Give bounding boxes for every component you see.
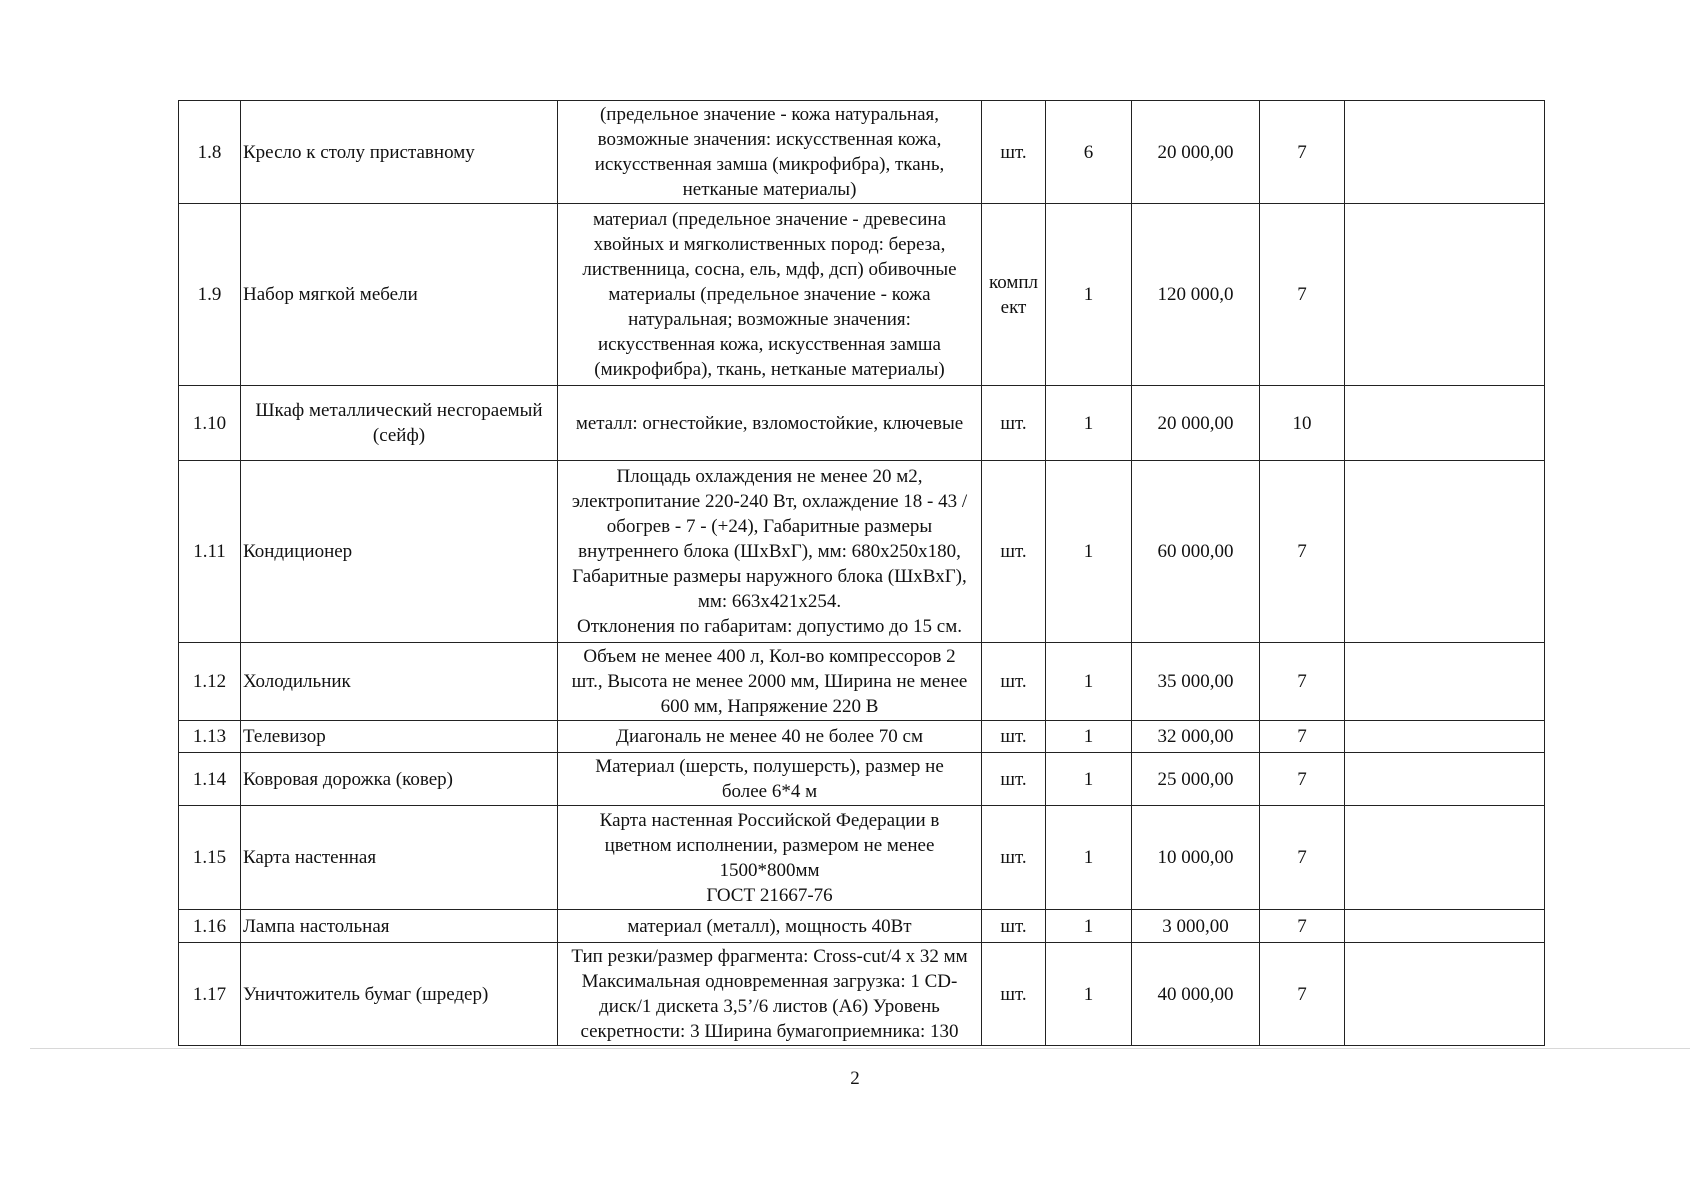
service-life-years: 7 xyxy=(1260,204,1345,386)
text-line: Отклонения по габаритам: допустимо до 15 см. xyxy=(577,616,962,637)
table-row xyxy=(179,721,1545,753)
text-line: Тип резки/размер фрагмента: Cross-cut/4 x 32 мм xyxy=(571,946,968,967)
text-line: материалы (предельное значение - кожа xyxy=(608,284,931,305)
row-number: 1.15 xyxy=(179,806,241,910)
quantity: 1 xyxy=(1046,753,1132,806)
service-life-years: 7 xyxy=(1260,806,1345,910)
service-life-years: 7 xyxy=(1260,643,1345,721)
row-number: 1.13 xyxy=(179,721,241,753)
furniture-equipment-table xyxy=(178,100,1545,1046)
text-line: шт. xyxy=(1000,847,1027,868)
note-cell xyxy=(1345,910,1545,943)
text-line: (предельное значение - кожа натуральная, xyxy=(599,104,940,125)
unit-price: 35 000,00 xyxy=(1132,643,1260,721)
row-number: 1.12 xyxy=(179,643,241,721)
text-line: искусственная замша (микрофибра), ткань, xyxy=(594,154,945,175)
note-cell xyxy=(1345,101,1545,204)
text-line: Максимальная одновременная загрузка: 1 CD- xyxy=(581,971,958,992)
table-row xyxy=(179,753,1545,806)
text-line: Диагональ не менее 40 не более 70 см xyxy=(616,726,923,747)
note-cell xyxy=(1345,204,1545,386)
item-specification xyxy=(558,721,982,753)
text-line: шт., Высота не менее 2000 мм, Ширина не менее xyxy=(571,671,968,692)
text-line: секретности: 3 Ширина бумагоприемника: 130 xyxy=(580,1021,959,1042)
service-life-years: 7 xyxy=(1260,753,1345,806)
text-line: шт. xyxy=(1000,671,1027,692)
unit-price: 20 000,00 xyxy=(1132,386,1260,461)
text-line: нетканые материалы) xyxy=(682,179,857,200)
text-line: (микрофибра), ткань, нетканые материалы) xyxy=(594,359,945,380)
table-row xyxy=(179,806,1545,910)
row-number: 1.10 xyxy=(179,386,241,461)
item-name: Карта настенная xyxy=(241,806,558,910)
item-specification xyxy=(558,101,982,204)
table-row xyxy=(179,910,1545,943)
unit-price: 120 000,0 xyxy=(1132,204,1260,386)
table-row xyxy=(179,943,1545,1046)
text-line: искусственная кожа, искусственная замша xyxy=(598,334,941,355)
unit-of-measure xyxy=(982,753,1046,806)
text-line: лиственница, сосна, ель, мдф, дсп) обивочные xyxy=(582,259,957,280)
item-specification xyxy=(558,910,982,943)
text-line: обогрев - 7 - (+24), Габаритные размеры xyxy=(606,516,933,537)
unit-of-measure xyxy=(982,386,1046,461)
note-cell xyxy=(1345,721,1545,753)
text-line: Материал (шерсть, полушерсть), размер не xyxy=(595,756,944,777)
table-row xyxy=(179,386,1545,461)
row-number: 1.16 xyxy=(179,910,241,943)
note-cell xyxy=(1345,643,1545,721)
unit-of-measure xyxy=(982,806,1046,910)
unit-price: 60 000,00 xyxy=(1132,461,1260,643)
note-cell xyxy=(1345,753,1545,806)
unit-of-measure xyxy=(982,101,1046,204)
item-name: Шкаф металлический несгораемый (сейф) xyxy=(241,386,558,461)
unit-price: 40 000,00 xyxy=(1132,943,1260,1046)
note-cell xyxy=(1345,386,1545,461)
row-number: 1.17 xyxy=(179,943,241,1046)
service-life-years: 7 xyxy=(1260,721,1345,753)
note-cell xyxy=(1345,806,1545,910)
unit-price: 20 000,00 xyxy=(1132,101,1260,204)
text-line: Площадь охлаждения не менее 20 м2, xyxy=(616,466,923,487)
item-name: Ковровая дорожка (ковер) xyxy=(241,753,558,806)
text-line: шт. xyxy=(1000,141,1027,163)
text-line: цветном исполнении, размером не менее xyxy=(604,834,935,856)
item-specification xyxy=(558,806,982,910)
text-line: шт. xyxy=(1000,983,1027,1005)
text-line: шт. xyxy=(1000,541,1027,562)
item-specification xyxy=(558,753,982,806)
text-line: компл xyxy=(988,271,1039,293)
document-page xyxy=(178,100,1545,1046)
note-cell xyxy=(1345,461,1545,643)
text-line: металл: огнестойкие, взломостойкие, ключевые xyxy=(575,412,964,434)
table-row xyxy=(179,461,1545,643)
text-line: более 6*4 м xyxy=(721,781,818,802)
item-name: Холодильник xyxy=(241,643,558,721)
text-line: шт. xyxy=(1000,768,1027,790)
quantity: 1 xyxy=(1046,806,1132,910)
text-line: натуральная; возможные значения: xyxy=(628,309,911,330)
row-number: 1.9 xyxy=(179,204,241,386)
item-name: Телевизор xyxy=(241,721,558,753)
unit-of-measure xyxy=(982,721,1046,753)
item-specification xyxy=(558,386,982,461)
text-line: мм: 663х421х254. xyxy=(697,591,842,612)
unit-price: 25 000,00 xyxy=(1132,753,1260,806)
quantity: 1 xyxy=(1046,386,1132,461)
unit-of-measure xyxy=(982,204,1046,386)
unit-of-measure xyxy=(982,461,1046,643)
unit-price: 10 000,00 xyxy=(1132,806,1260,910)
table-row xyxy=(179,101,1545,204)
text-line: Объем не менее 400 л, Кол-во компрессоров 2 xyxy=(583,646,956,667)
text-line: возможные значения: искусственная кожа, xyxy=(597,129,942,150)
row-number: 1.14 xyxy=(179,753,241,806)
text-line: Карта настенная Российской Федерации в xyxy=(599,809,940,831)
text-line: материал (металл), мощность 40Вт xyxy=(627,915,912,937)
text-line: шт. xyxy=(1000,726,1027,747)
unit-price: 3 000,00 xyxy=(1132,910,1260,943)
service-life-years: 7 xyxy=(1260,910,1345,943)
row-number: 1.11 xyxy=(179,461,241,643)
text-line: материал (предельное значение - древесина xyxy=(592,209,947,230)
unit-of-measure xyxy=(982,643,1046,721)
text-line: хвойных и мягколиственных пород: береза, xyxy=(593,234,946,255)
service-life-years: 7 xyxy=(1260,943,1345,1046)
row-number: 1.8 xyxy=(179,101,241,204)
quantity: 1 xyxy=(1046,204,1132,386)
unit-of-measure xyxy=(982,910,1046,943)
quantity: 1 xyxy=(1046,910,1132,943)
table-row xyxy=(179,643,1545,721)
item-name: Лампа настольная xyxy=(241,910,558,943)
quantity: 1 xyxy=(1046,721,1132,753)
note-cell xyxy=(1345,943,1545,1046)
text-line: ГОСТ 21667-76 xyxy=(706,884,833,906)
item-name: Уничтожитель бумаг (шредер) xyxy=(241,943,558,1046)
text-line: 1500*800мм xyxy=(719,859,820,881)
text-line: электропитание 220-240 Вт, охлаждение 18 - 43 / xyxy=(571,491,968,512)
item-name: Кондиционер xyxy=(241,461,558,643)
text-line: Габаритные размеры наружного блока (ШхВхГ), xyxy=(572,566,967,587)
text-line: ект xyxy=(1000,296,1027,318)
service-life-years: 10 xyxy=(1260,386,1345,461)
service-life-years: 7 xyxy=(1260,461,1345,643)
text-line: шт. xyxy=(1000,915,1027,937)
page-cut-line xyxy=(30,1048,1690,1049)
item-specification xyxy=(558,943,982,1046)
service-life-years: 7 xyxy=(1260,101,1345,204)
unit-price: 32 000,00 xyxy=(1132,721,1260,753)
item-specification xyxy=(558,204,982,386)
quantity: 1 xyxy=(1046,461,1132,643)
quantity: 1 xyxy=(1046,943,1132,1046)
text-line: шт. xyxy=(1000,412,1027,434)
text-line: диск/1 дискета 3,5’/6 листов (А6) Уровень xyxy=(599,996,940,1017)
quantity: 6 xyxy=(1046,101,1132,204)
item-specification xyxy=(558,643,982,721)
page-number: 2 xyxy=(850,1068,860,1089)
text-line: 600 мм, Напряжение 220 В xyxy=(660,696,879,717)
unit-of-measure xyxy=(982,943,1046,1046)
quantity: 1 xyxy=(1046,643,1132,721)
item-name: Набор мягкой мебели xyxy=(241,204,558,386)
item-name: Кресло к столу приставному xyxy=(241,101,558,204)
text-line: внутреннего блока (ШхВхГ), мм: 680х250х180, xyxy=(578,541,961,562)
table-row xyxy=(179,204,1545,386)
item-specification xyxy=(558,461,982,643)
